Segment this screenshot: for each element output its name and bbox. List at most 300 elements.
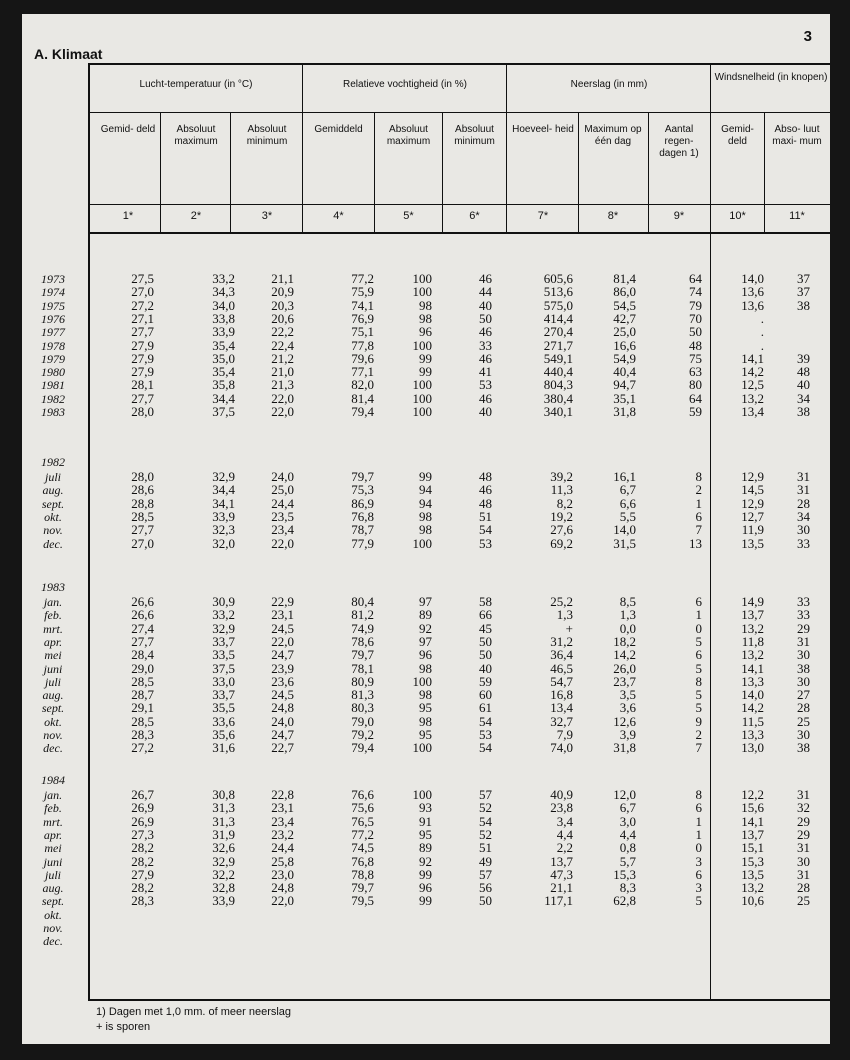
table-cell: 5,7 [619,853,636,869]
row-label: 1983 [41,405,65,419]
table-cell: 96 [419,880,432,896]
table-cell: 28,2 [131,853,154,869]
table-cell: 79,2 [351,727,374,742]
table-cell: 80,4 [351,594,374,609]
group-header-precipitation: Neerslag (in mm) [570,79,648,90]
table-cell: 27,9 [131,350,154,366]
table-cell: 33,9 [212,508,235,524]
header-bottom-rule [88,232,830,234]
table-cell: 33,8 [212,310,235,326]
table-cell: 80,3 [351,700,374,716]
table-cell: 77,1 [351,364,374,380]
table-cell: 59 [479,673,492,689]
table-cell: 31 [797,482,810,498]
table-cell: 33 [797,607,810,623]
table-cell: 12,2 [741,787,764,802]
page-number: 3 [803,28,812,45]
table-cell: 33,9 [212,893,235,909]
table-cell: 26,6 [131,607,154,623]
table-cell: 44 [479,284,492,300]
column-number: 9* [673,210,685,222]
table-cell: 74,0 [550,740,573,756]
table-cell: 22,0 [271,535,294,551]
row-label: dec. [43,934,63,949]
table-cell: 30 [797,673,810,689]
table-cell: 3 [695,853,702,869]
table-cell: 14,1 [741,350,764,366]
table-cell: 24,4 [271,840,294,856]
table-cell: 94,7 [613,377,636,393]
table-cell: 21,3 [271,377,294,393]
table-cell: 97 [419,633,432,649]
table-cell: 30,8 [212,787,235,802]
table-cell: 29 [797,620,810,636]
table-cell: 96 [419,324,432,340]
column-number: 1* [122,210,134,222]
table-cell: 27,1 [131,310,154,326]
table-cell: 27,4 [131,620,154,636]
table-cell: 26,9 [131,813,154,829]
table-cell: 27,0 [131,284,154,300]
table-cell: 5 [695,687,702,703]
row-label: aug. [42,483,64,498]
table-cell: 22,0 [271,404,294,419]
table-cell: 24,8 [271,880,294,896]
table-cell: 57 [479,787,492,802]
table-cell: 79,4 [351,404,374,419]
table-cell: 27,7 [131,633,154,649]
table-cell: 82,0 [351,377,374,393]
table-cell: 51 [479,508,492,524]
table-cell: 30 [797,647,810,663]
table-cell: 32,9 [212,469,235,484]
table-cell: 95 [419,826,432,842]
column-divider [442,112,443,232]
row-label: mrt. [43,621,63,636]
column-header: Absoluut minimum [454,124,495,147]
table-cell: 13,7 [550,853,573,869]
table-cell: 100 [412,271,432,286]
table-cell: 5 [695,660,702,676]
table-cell: 23,0 [271,866,294,882]
table-cell: 51 [479,840,492,856]
table-cell: 38 [797,297,810,313]
table-cell: 6,6 [619,495,636,511]
table-cell: 31,8 [613,740,636,756]
table-cell: 92 [419,620,432,636]
table-cell: 39 [797,350,810,366]
table-cell: 75,6 [351,800,374,816]
table-cell: 31,5 [613,535,636,551]
table-cell: 95 [419,700,432,716]
table-cell: 11,5 [741,713,764,729]
table-cell: 79,7 [351,880,374,896]
table-cell: 28,8 [131,495,154,511]
table-cell: 23,4 [271,813,294,829]
column-number: 3* [261,210,273,222]
document-page [22,14,830,1044]
table-cell: . [760,337,764,353]
table-cell: 56 [479,880,492,896]
column-number: 11* [789,210,805,222]
table-cell: 13,4 [741,404,764,419]
table-cell: 33,7 [212,687,235,703]
table-cell: 93 [419,800,432,816]
row-label: okt. [44,907,62,922]
table-cell: 50 [689,324,702,340]
table-cell: 23,7 [613,673,636,689]
table-cell: 59 [689,404,702,419]
table-cell: 14,9 [741,594,764,609]
table-cell: 98 [419,660,432,676]
row-label: sept. [41,496,65,511]
table-cell: 33,6 [212,713,235,729]
table-cell: 5,5 [619,508,636,524]
row-label: okt. [44,714,62,729]
row-label: sept. [41,894,65,909]
table-cell: 64 [689,390,702,406]
table-cell: 41 [479,364,492,380]
table-cell: 12,5 [741,377,764,393]
table-cell: 2,2 [556,840,573,856]
table-cell: 96 [419,647,432,663]
table-cell: 15,1 [741,840,764,856]
table-cell: 52 [479,800,492,816]
table-cell: 27,9 [131,364,154,380]
table-cell: 15,6 [741,800,764,816]
column-number: 8* [607,210,619,222]
table-cell: 30 [797,853,810,869]
table-cell: 25 [797,893,810,909]
table-cell: 81,4 [351,390,374,406]
row-label: nov. [43,728,63,742]
table-cell: 54 [479,813,492,829]
table-cell: 33,5 [212,647,235,663]
table-cell: 3 [695,880,702,896]
table-cell: 804,3 [543,377,573,393]
table-cell: 33,2 [212,271,235,286]
table-cell: 46 [479,350,492,366]
row-label: juni [43,661,63,676]
table-cell: 81,2 [351,607,374,623]
table-cell: 3,9 [619,727,636,742]
column-header: Hoeveel- heid [512,124,574,135]
table-cell: 86,0 [613,284,636,300]
table-cell: 100 [412,673,432,689]
table-cell: 1 [695,607,702,623]
table-cell: 81,3 [351,687,374,703]
table-cell: 33,0 [212,673,235,689]
table-cell: 11,3 [550,482,573,498]
column-number: 2* [190,210,202,222]
row-label: mei [44,841,62,856]
table-cell: 7 [695,740,702,756]
table-cell: 66 [479,607,492,623]
table-cell: 15,3 [741,853,764,869]
table-cell: 24,4 [271,495,294,511]
table-cell: 98 [419,508,432,524]
table-cell: 26,7 [131,787,154,802]
table-cell: 9 [695,713,702,729]
column-divider [160,112,161,232]
row-label: aug. [42,688,64,703]
table-cell: 77,2 [351,826,374,842]
table-cell: 28,5 [131,673,154,689]
table-cell: 13,5 [741,866,764,882]
row-label: feb. [44,801,62,816]
table-cell: 5 [695,633,702,649]
table-cell: 1 [695,826,702,842]
table-cell: 25 [797,713,810,729]
table-cell: 18,2 [613,633,636,649]
table-cell: 74,1 [351,297,374,313]
table-cell: 99 [419,350,432,366]
table-cell: 28,2 [131,880,154,896]
table-cell: 76,6 [351,787,374,802]
table-cell: 95 [419,727,432,742]
table-cell: 62,8 [613,893,636,909]
table-cell: 89 [419,840,432,856]
table-cell: 24,0 [271,713,294,729]
table-cell: 14,2 [741,364,764,380]
table-cell: 54 [479,522,492,538]
table-cell: 21,1 [271,271,294,286]
table-cell: 33 [797,535,810,551]
group-divider [302,63,303,232]
table-cell: 98 [419,297,432,313]
table-cell: 10,6 [741,893,764,909]
table-cell: 31,2 [550,633,573,649]
row-label: juli [44,470,61,484]
table-cell: 45 [479,620,492,636]
table-cell: 6,7 [619,482,636,498]
table-cell: 25,8 [271,853,294,869]
table-cell: 38 [797,404,810,419]
table-cell: 24,0 [271,469,294,484]
table-cell: 440,4 [543,364,573,380]
table-cell: 26,9 [131,800,154,816]
table-cell: 28,1 [131,377,154,393]
table-cell: 29 [797,826,810,842]
table-cell: 29,0 [131,660,154,676]
table-cell: 79 [689,297,702,313]
table-cell: 13,2 [741,390,764,406]
table-cell: 74 [689,284,702,300]
table-cell: 52 [479,826,492,842]
table-cell: 98 [419,713,432,729]
table-cell: 100 [412,535,432,551]
table-cell: 89 [419,607,432,623]
table-cell: 23,2 [271,826,294,842]
table-cell: 22,2 [271,324,294,340]
table-cell: 64 [689,271,702,286]
table-cell: 20,6 [271,310,294,326]
table-cell: 271,7 [543,337,573,353]
table-cell: 8 [695,673,702,689]
table-cell: 32,2 [212,866,235,882]
table-cell: 48 [479,495,492,511]
table-cell: 75,1 [351,324,374,340]
group-divider [506,63,507,232]
table-cell: 14,1 [741,660,764,676]
group-header-temperature: Lucht-temperatuur (in °C) [139,79,253,90]
table-cell: 28,0 [131,469,154,484]
table-cell: 80 [689,377,702,393]
table-cell: 98 [419,522,432,538]
table-cell: 53 [479,535,492,551]
table-cell: 61 [479,700,492,716]
table-cell: 14,2 [613,647,636,663]
table-cell: 31 [797,840,810,856]
table-cell: 34 [797,508,810,524]
row-label: dec. [43,741,63,756]
table-cell: 23,9 [271,660,294,676]
group-header-humidity: Relatieve vochtigheid (in %) [343,79,467,90]
table-cell: 27,7 [131,522,154,538]
column-number: 7* [537,210,549,222]
table-cell: 28,4 [131,647,154,663]
table-cell: 35,5 [212,700,235,716]
table-cell: 60 [479,687,492,703]
table-cell: 40 [479,660,492,676]
table-cell: 46 [479,324,492,340]
column-header: Absoluut maximum [386,124,431,147]
table-cell: 12,0 [613,787,636,802]
table-cell: 549,1 [543,350,573,366]
table-cell: 76,8 [351,853,374,869]
table-cell: 33,9 [212,324,235,340]
table-cell: 70 [689,310,702,326]
table-cell: 34,1 [212,495,235,511]
table-cell: 3,5 [619,687,636,703]
column-divider [648,112,649,232]
year-heading: 1982 [41,455,65,469]
table-cell: 29,1 [131,700,154,716]
column-divider [230,112,231,232]
table-cell: 50 [479,310,492,326]
table-cell: 50 [479,647,492,663]
table-cell: 28,6 [131,482,154,498]
row-label: 1974 [41,285,65,300]
table-cell: 40 [479,404,492,419]
table-cell: 79,7 [351,469,374,484]
table-cell: 34,4 [212,482,235,498]
table-cell: 12,9 [741,495,764,511]
table-cell: 31 [797,787,810,802]
table-cell: 24,8 [271,700,294,716]
row-label: 1977 [41,325,65,340]
table-cell: 99 [419,866,432,882]
column-divider [374,112,375,232]
table-cell: 27,2 [131,740,154,756]
row-label: feb. [44,608,62,623]
table-cell: 13,0 [741,740,764,756]
table-cell: 14,0 [613,522,636,538]
table-cell: 32,9 [212,620,235,636]
table-cell: 14,2 [741,700,764,716]
table-cell: + [565,620,573,636]
table-cell: 27,7 [131,324,154,340]
table-cell: 3,4 [556,813,573,829]
table-cell: 28,2 [131,840,154,856]
row-label: juli [44,867,61,882]
table-cell: 100 [412,337,432,353]
table-cell: 1 [695,813,702,829]
table-cell: 1,3 [619,607,636,623]
subheader-rule [90,112,830,113]
table-cell: 78,8 [351,866,374,882]
table-cell: 76,5 [351,813,374,829]
table-cell: 31,8 [613,404,636,419]
table-cell: 26,0 [613,660,636,676]
table-cell: 100 [412,377,432,393]
table-cell: 33,2 [212,607,235,623]
table-cell: 13,5 [741,535,764,551]
table-cell: 13 [689,535,702,551]
table-cell: 63 [689,364,702,380]
column-header: Gemiddeld [314,124,363,135]
table-cell: 27,7 [131,390,154,406]
table-cell: 13,4 [550,700,573,716]
table-cell: 22,0 [271,390,294,406]
table-cell: 24,5 [271,687,294,703]
table-cell: 27,0 [131,535,154,551]
row-label: nov. [43,921,63,935]
table-cell: 3,0 [619,813,636,829]
table-cell: 13,2 [741,880,764,896]
table-cell: 74,5 [351,840,374,856]
table-cell: 14,0 [741,271,764,286]
table-cell: 25,0 [613,324,636,340]
table-cell: 27 [797,687,810,703]
footnote-rain-days: 1) Dagen met 1,0 mm. of meer neerslag [96,1006,292,1018]
row-label: jan. [43,595,63,609]
table-cell: 23,6 [271,673,294,689]
table-cell: 13,3 [741,673,764,689]
table-cell: 78,1 [351,660,374,676]
table-cell: 23,4 [271,522,294,538]
table-cell: 30,9 [212,594,235,609]
table-cell: 79,7 [351,647,374,663]
table-cell: 46 [479,271,492,286]
table-cell: 100 [412,284,432,300]
table-cell: 4,4 [556,826,573,842]
row-label: apr. [43,827,63,842]
table-cell: 75 [689,350,702,366]
table-cell: 38 [797,740,810,756]
table-cell: 34,3 [212,284,235,300]
table-cell: 29 [797,813,810,829]
table-cell: 28,7 [131,687,154,703]
table-cell: 46,5 [550,660,573,676]
table-cell: 50 [479,633,492,649]
table-cell: 6 [695,800,702,816]
table-cell: 31,6 [212,740,235,756]
table-cell: 21,1 [550,880,573,896]
table-cell: 7 [695,522,702,538]
table-cell: 69,2 [550,535,573,551]
table-cell: 77,9 [351,535,374,551]
table-cell: 30 [797,727,810,742]
table-cell: 23,8 [550,800,573,816]
table-cell: 19,2 [550,508,573,524]
row-label: 1979 [41,351,65,366]
column-header: Absoluut minimum [246,124,288,147]
table-cell: 2 [695,727,702,742]
row-label: dec. [43,536,63,551]
table-cell: 22,8 [271,787,294,802]
row-label: apr. [43,634,63,649]
